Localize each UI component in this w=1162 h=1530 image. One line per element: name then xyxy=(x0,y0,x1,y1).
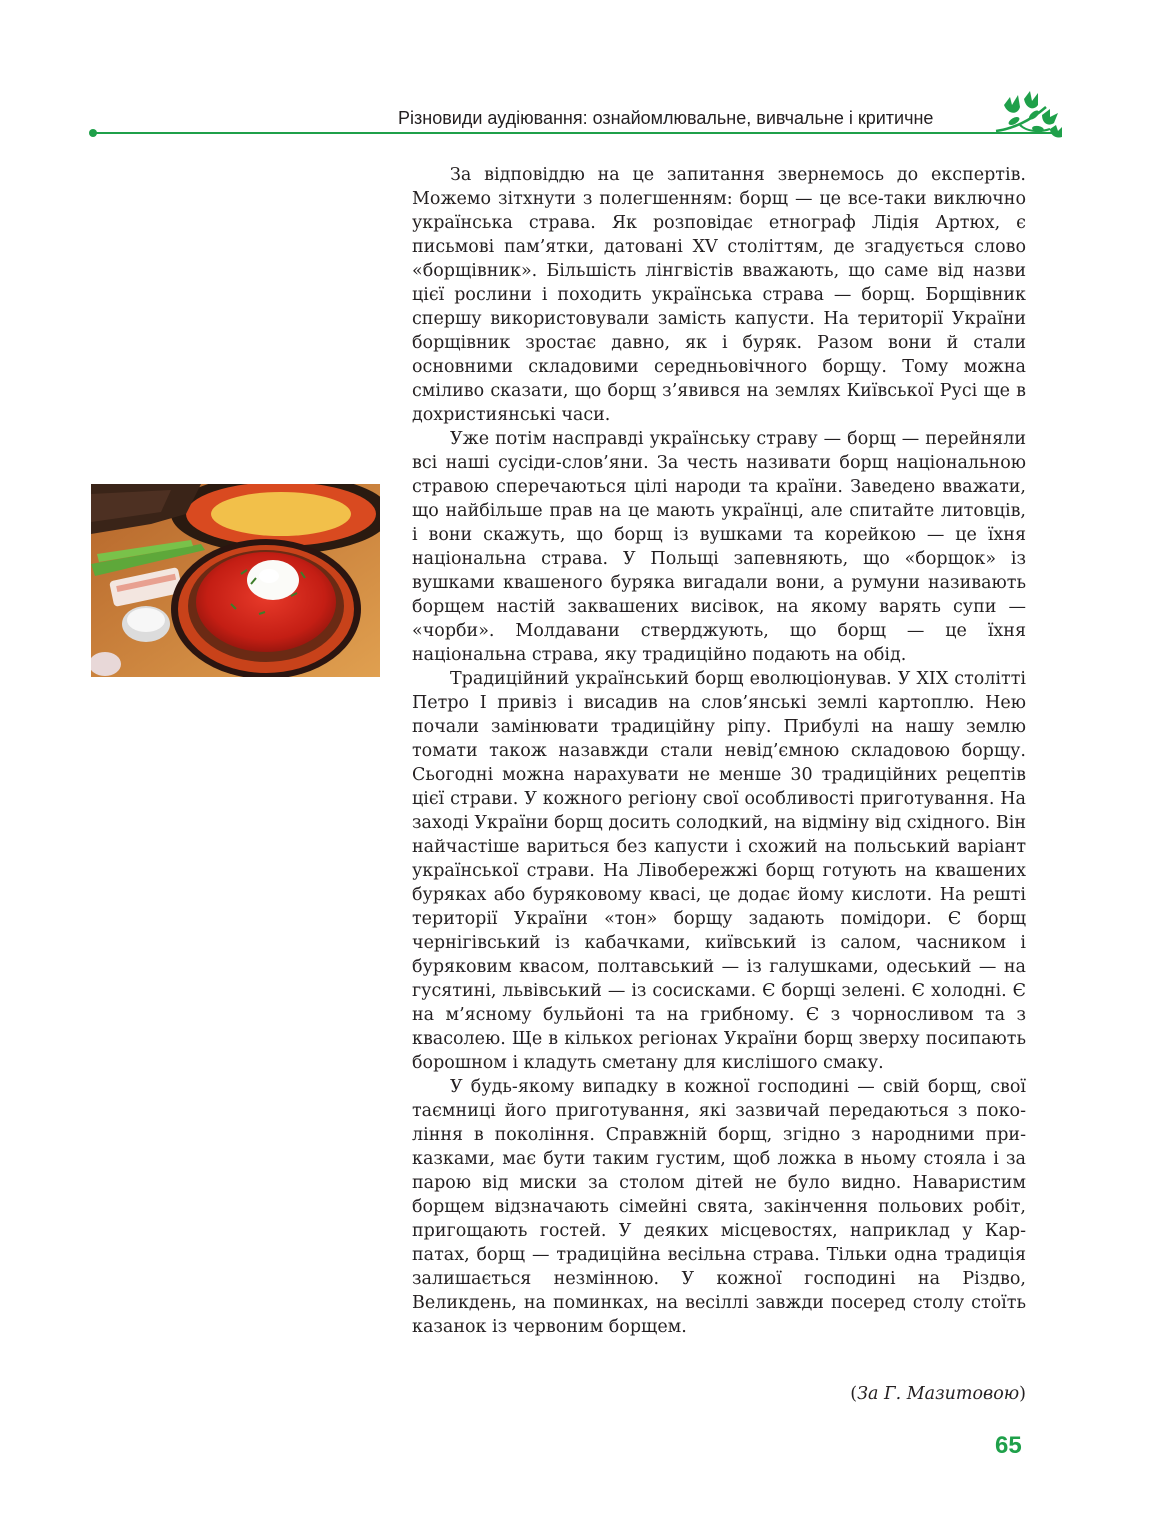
paragraph-3: Традиційний український борщ еволюціонував. У XIX столітті Петро I привіз і висадив на слов’янські землі картоплю. Нею почали замінювати традиційну ріпу. Прибулі на нашу землю томати також назавжди стали невід’ємною складовою борщу. Сьогодні можна нарахувати не менше 30 традиційних рецептів цієї страви. У кожного регіону свої особливості приготування. На заході України борщ досить солодкий, на відміну від східного. Він найчастіше вариться без капусти і схожий на польський варіант української страви. На Лівобережжі борщ готують на квашених буряках або буряковому квасі, це додає йому кислоти. На решті території України «тон» борщу задають помідори. Є борщ чернігівський із кабачками, київський із салом, часником і буряковим квасом, полтавський — із галушками, одеський — на гусятині, львівський — із сосисками. Є борщі зелені. Є холодні. Є на м’ясному бульйоні та на грибному. Є з чорносливом та з квасолею. Ще в кількох регіонах України борщ зверху посипають борошном і кладуть сметану для кислішого смаку. xyxy=(412,669,1026,1073)
paragraph-2: Уже потім насправді українську страву — борщ — перейняли всі наші сусіди-слов’яни. За честь називати борщ національною стравою сперечаються цілі народи та країни. Заведено вважати, що найбільше прав на це мають українці, але спитайте литовців, і вони скажуть, що борщ із вушками та корейкою — це їхня національна страва. У Польщі запевняють, що «борщок» із вушками квашеного буряка вигадали вони, а румуни називають борщем настій заквашених висівок, на якому варять супи — «чорби». Молдавани стверджують, що борщ — це їхня національна страва, яку традиційно подають на обід. xyxy=(412,429,1026,665)
attribution-close-paren: ) xyxy=(1019,1384,1026,1404)
paragraph-1: За відповіддю на це запитання звернемось до експертів. Можемо зітхнути з полегшенням: борщ — це все-таки виключно українська страва. Як розповідає етнограф Лідія Артюх, є письмові пам’ятки, датовані XV століттям, де згадується слово «борщівник». Більшість лінгвістів вважають, що саме від назви цієї рослини і походить українська страва — борщ. Борщівник спершу використовували замість капусти. На території України борщівник зростає давно, як і буряк. Разом вони й стали основними складовими середньовічного борщу. Тому можна сміливо сказати, що борщ з’явився на землях Київської Русі ще в дохристиянські часи. xyxy=(412,165,1026,425)
header-rule xyxy=(93,132,1056,134)
attribution-author: За Г. Мазитовою xyxy=(857,1384,1020,1404)
source-attribution xyxy=(850,1382,1026,1406)
running-header-title: Різновиди аудіювання: ознайомлювальне, вивчальне і критичне xyxy=(398,108,934,128)
article-body xyxy=(412,163,1026,1339)
page-number: 65 xyxy=(995,1432,1022,1459)
borscht-photo xyxy=(91,484,380,677)
green-flower-sprig-icon xyxy=(990,85,1070,145)
paragraph-4: У будь-якому випадку в кожної господині — свій борщ, свої таємниці його приготування, які зазвичай передаються з покоління в покоління. Справжній борщ, згідно з народними приказками, має бути таким густим, щоб ложка в ньому стояла і за парою від миски за столом дітей не було видно. Наваристим борщем відзначають сімейні свята, закінчення польових робіт, пригощають гостей. У деяких місцевостях, наприклад у Карпатах, борщ — традиційна весільна страва. Тільки одна традиція залишається незмінною. У кожної господині на Різдво, Великдень, на поминках, на весіллі завжди посеред столу стоїть казанок із червоним борщем. xyxy=(412,1077,1026,1337)
attribution-open-paren: ( xyxy=(850,1384,858,1404)
